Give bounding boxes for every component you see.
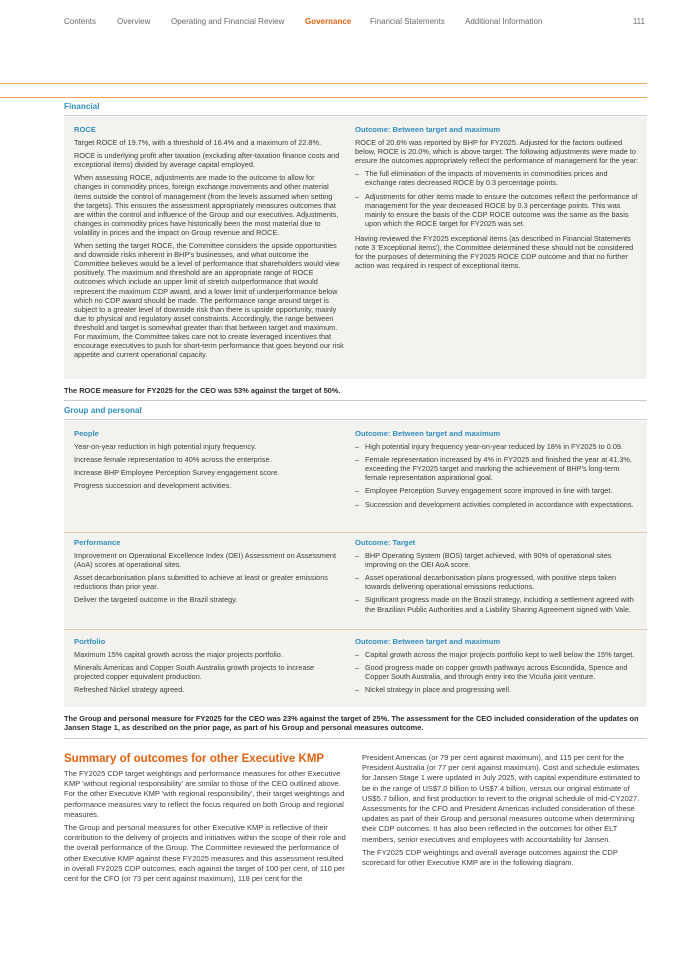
roce-outcome-column	[355, 125, 639, 274]
group-divider-top	[64, 400, 647, 401]
portfolio-heading: Portfolio	[74, 637, 106, 646]
roce-measure-column	[74, 125, 344, 363]
financial-section-title: Financial	[64, 102, 100, 111]
list-item: Improvement on Operational Excellence Index (OEI) Assessment on Assessment (AoA) scores at operational sites.	[74, 551, 336, 570]
group-title-rule	[64, 419, 647, 420]
list-item: – Significant progress made on the Brazil strategy, including a settlement agreed with the Brazilian Public Authorities and a Liability Sharing Agreement signed with Vale.	[355, 595, 639, 613]
nav-contents-link[interactable]: Contents	[64, 17, 97, 26]
summary-title: Summary of outcomes for other Executive KMP	[64, 753, 325, 765]
nav-ofr-link[interactable]: Operating and Financial Review	[171, 17, 285, 26]
roce-outcome-heading: Outcome: Between target and maximum	[355, 125, 501, 134]
summary-paragraph: The FY2025 CDP target weightings and performance measures for other Executive KMP 'without regional responsibility' are similar to those of the CEO outlined above. For the other Executive KMP 'with regional responsibility', their target weightings and performance measures vary to reflect the focus required on both Group and regional measures.	[64, 769, 345, 819]
portfolio-measures	[74, 637, 344, 698]
section-divider	[0, 97, 647, 98]
roce-outcome-list	[355, 169, 639, 228]
performance-measures	[74, 538, 344, 609]
list-item: Minerals Americas and Copper South Australia growth projects to increase projected copper equivalent production.	[74, 663, 315, 682]
row-divider	[64, 629, 647, 630]
list-item: – The full elimination of the impacts of movements in commodities prices and exchange rates decreased ROCE by 0.3 percentage points.	[355, 169, 639, 187]
page-number: 111	[632, 17, 645, 26]
list-item: Increase BHP Employee Perception Survey engagement score.	[74, 468, 280, 478]
list-item: Maximum 15% capital growth across the major projects portfolio.	[74, 650, 283, 660]
roce-adjustments: When assessing ROCE, adjustments are made to the outcome to allow for changes in commodity prices, foreign exchange movements and other material items outside the control of management (from the levels assumed when setting the targets). This ensures the assessment appropriately measures outcomes that are within the control and influence of the Group and our executives. Adjustments, changes in commodity prices have historically been the most material due to volatility in prices and the impact on Group revenue and ROCE.	[74, 173, 339, 237]
list-item: Increase female representation to 40% across the enterprise.	[74, 455, 272, 465]
list-item: – Female representation increased by 4% in FY2025 and finished the year at 41.3%, exceeding the FY2025 target and marking the achievement of BHP's long-term female representation aspirational goal.	[355, 455, 639, 482]
list-item: – BHP Operating System (BOS) target achieved, with 90% of operational sites improving on the OEI AoA score.	[355, 551, 639, 569]
summary-paragraph: President Americas (or 79 per cent against maximum), and 115 per cent for the President Australia (or 77 per cent against maximum). Cost and schedule estimates for Jansen Stage 1 were updated in July 2025, with capital expenditure estimated to be in the range of US$7.0 billion to US$7.4 billion, versus our original estimate of US$5.7 billion, and first production to revert to the original schedule of mid-CY2027. Assessments for the CFO and President Americas included consideration of these updates as part of their Group and personal measures outcome when determining their CDP outcomes. It has also been reflected in the outcomes for other ELT members, senior executives and employees with accountability for Jansen.	[362, 753, 641, 844]
group-section-title: Group and personal	[64, 406, 142, 415]
list-item: – Nickel strategy in place and progressing well.	[355, 685, 639, 694]
row-divider	[64, 532, 647, 533]
list-item: Refreshed Nickel strategy agreed.	[74, 685, 185, 695]
list-item: Progress succession and development activities.	[74, 481, 232, 491]
financial-title-rule	[64, 115, 647, 116]
performance-outcome	[355, 538, 639, 618]
summary-divider	[64, 738, 647, 739]
list-item: – Good progress made on copper growth pathways across Escondida, Spence and Copper South Australia, and through entry into the Vicuña joint venture.	[355, 663, 639, 681]
roce-target: Target ROCE of 19.7%, with a threshold of 16.4% and a maximum of 22.8%.	[74, 138, 322, 148]
header-divider	[0, 83, 647, 84]
list-item: Deliver the targeted outcome in the Brazil strategy.	[74, 595, 238, 605]
group-summary-line: The Group and personal measure for FY2025 for the CEO was 23% against the target of 25%. The assessment for the CEO included consideration of the updates on Jansen Stage 1, as described on the prior page, as part of his Group and personal measures outcome.	[64, 714, 639, 733]
list-item: – Employee Perception Survey engagement score improved in line with target.	[355, 486, 639, 495]
list-item: – Adjustments for other items made to ensure the outcomes reflect the performance of management for the year decreased ROCE by 0.3 percentage points. This was mainly to ensure the basis of the CDP ROCE outcome was the same as the basis upon which the ROCE target for FY2025 was set.	[355, 192, 639, 228]
summary-paragraph: The Group and personal measures for other Executive KMP is reflective of their contribution to the delivery of projects and initiatives within the scope of their role and the overall performance of the Group. The Committee reviewed the performance of other Executive KMP against these FY2025 measures and this assessment resulted in overall FY2025 CDP outcomes, each against the target of 100 per cent, of 110 per cent for the CFO (or 73 per cent against maximum), 118 per cent for the	[64, 823, 346, 884]
people-outcome-heading: Outcome: Between target and maximum	[355, 429, 501, 438]
people-outcome	[355, 429, 639, 513]
roce-heading: ROCE	[74, 125, 96, 134]
summary-right-column	[362, 753, 647, 871]
nav-additional-information-link[interactable]: Additional Information	[465, 17, 543, 26]
roce-target-setting: When setting the target ROCE, the Committee considers the upside opportunities and downside risks inherent in BHP's businesses, and what outcome the Committee believes would be a level of performance that shareholders would view positively. The maximum and threshold are an appropriate range of ROCE outcomes which include an upper limit of stretch outperformance that would represent the maximum CDP award, and a lower limit of underperformance below which no CDP award should be made. The performance range around target is subject to a greater level of downside risk than there is upside opportunity, mainly due to physical and regulatory asset constraints. Accordingly, the range between threshold and target is somewhat greater than that between target and maximum. For maximum, the Committee takes care not to create leveraged incentives that encourage executives to push for short-term performance that goes beyond our risk appetite and current operational capacity.	[74, 241, 344, 360]
nav-overview-link[interactable]: Overview	[117, 17, 151, 26]
performance-heading: Performance	[74, 538, 121, 547]
people-measures	[74, 429, 344, 494]
nav-financial-statements-link[interactable]: Financial Statements	[370, 17, 445, 26]
nav-governance-link[interactable]: Governance	[305, 17, 352, 26]
list-item: – Succession and development activities completed in accordance with expectations.	[355, 500, 639, 509]
summary-left-column	[64, 769, 350, 887]
roce-summary-line: The ROCE measure for FY2025 for the CEO was 53% against the target of 50%.	[64, 386, 341, 395]
list-item: Year-on-year reduction in high potential injury frequency.	[74, 442, 257, 452]
portfolio-outcome	[355, 637, 639, 698]
list-item: – Asset operational decarbonisation plans progressed, with positive steps taken towards delivering operational emissions reductions.	[355, 573, 639, 591]
list-item: Asset decarbonisation plans submitted to achieve at least or greater emissions reductions than prior year.	[74, 573, 328, 592]
roce-outcome-closing: Having reviewed the FY2025 exceptional items (as described in Financial Statements note 3 'Exceptional items'), the Committee determined these should not be considered for the purposes of determining the FY2025 ROCE CDP outcome and that no further action was required in respect of exceptional items.	[355, 233, 634, 271]
roce-panel	[64, 117, 647, 379]
portfolio-outcome-heading: Outcome: Between target and maximum	[355, 637, 501, 646]
roce-definition: ROCE is underlying profit after taxation (excluding after-taxation finance costs and exceptional items) divided by average capital employed.	[74, 151, 340, 170]
summary-paragraph: The FY2025 CDP weightings and overall average outcomes against the CDP scorecard for other Executive KMP are in the following diagram.	[362, 847, 618, 868]
people-heading: People	[74, 429, 99, 438]
roce-outcome-intro: ROCE of 20.6% was reported by BHP for FY2025. Adjusted for the factors outlined below, ROCE is 20.0%, which is above target. The following adjustments were made to ensure the outcomes appropriately reflect the performance of management for the year:	[355, 138, 639, 166]
top-navigation	[64, 17, 645, 29]
list-item: – High potential injury frequency year-on-year reduced by 18% in FY2025 to 0.09.	[355, 442, 639, 451]
list-item: – Capital growth across the major projects portfolio kept to well below the 15% target.	[355, 650, 639, 659]
performance-outcome-heading: Outcome: Target	[355, 538, 416, 547]
